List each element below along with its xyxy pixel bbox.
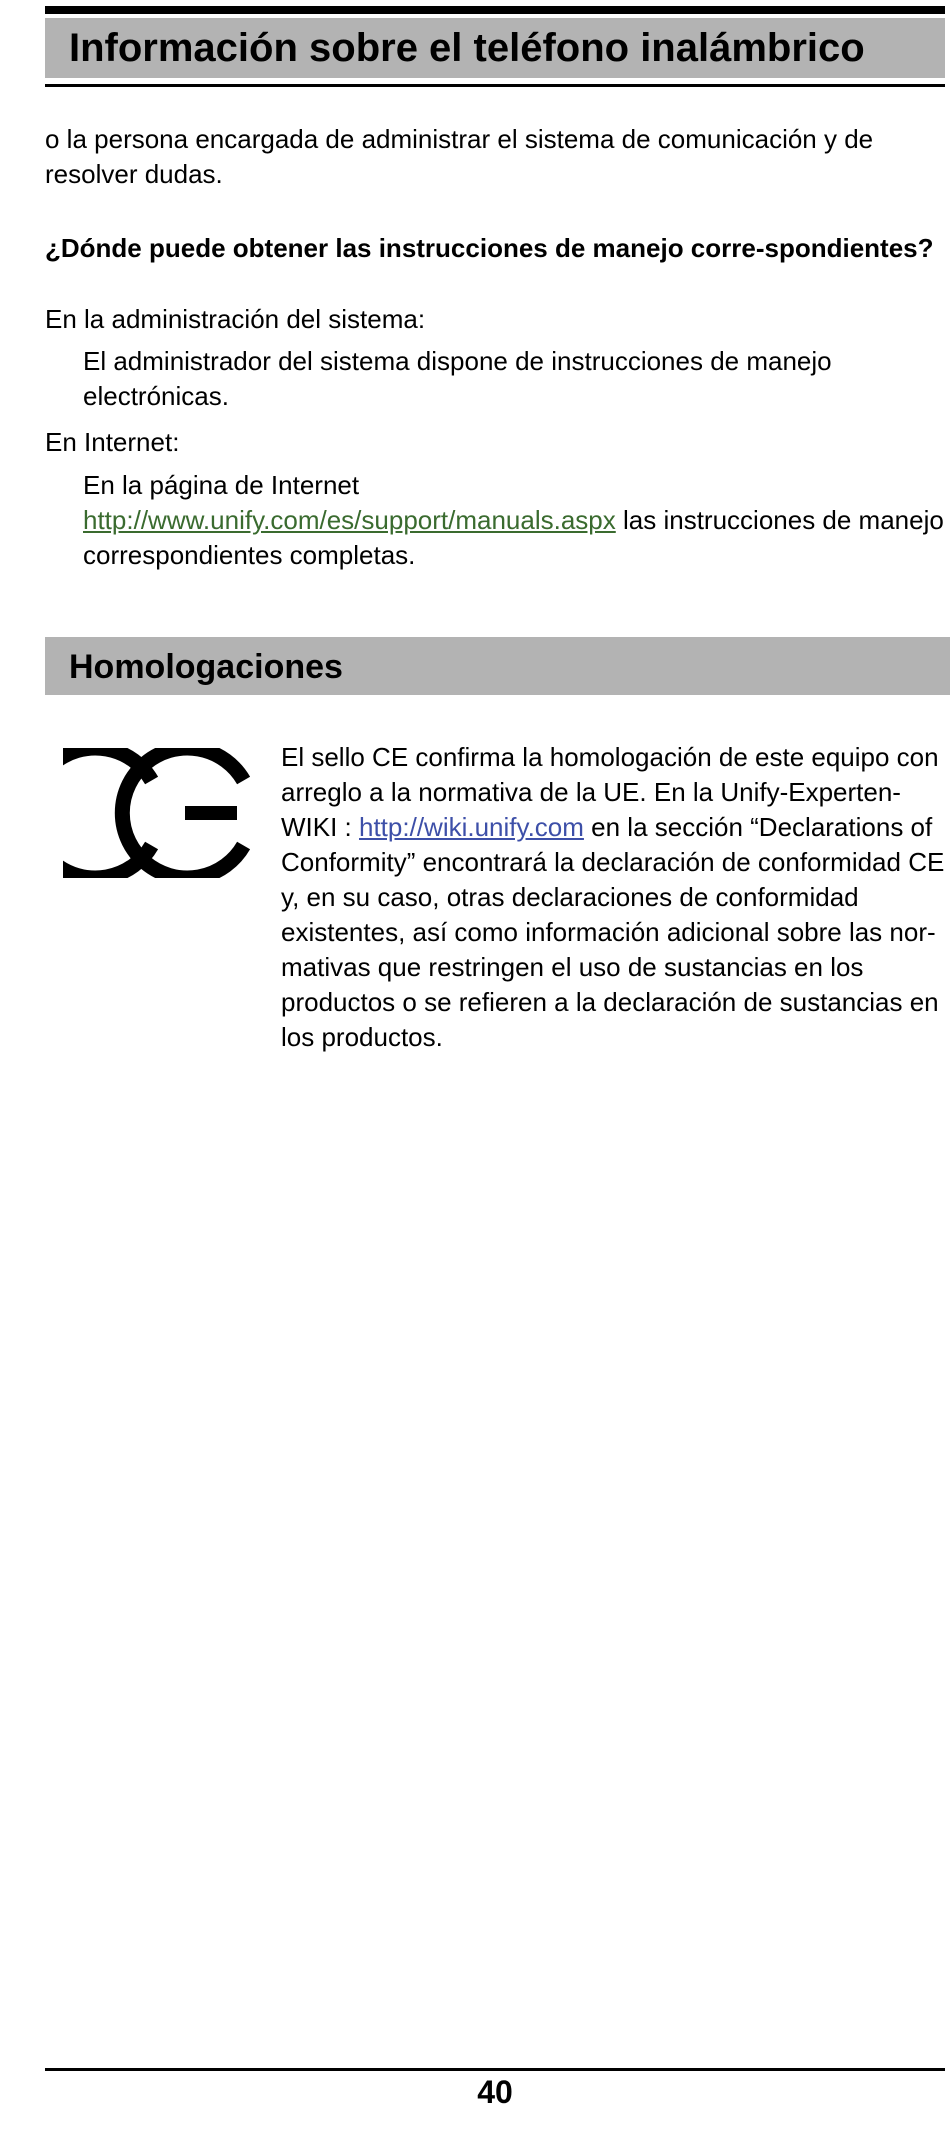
page-number: 40 [477,2074,513,2110]
ce-mark-icon [63,748,253,878]
ce-mark-e-bar [185,806,237,820]
internet-label: En Internet: [45,427,180,457]
internet-paragraph [83,468,945,573]
title-bar [45,18,945,78]
internet-text-before: En la página de Internet [83,470,360,500]
internet-text-after: las instrucciones de manejo correspondientes completas. [83,505,944,570]
manuals-question: ¿Dónde puede obtener las instrucciones de manejo corre-spondientes? [45,233,934,263]
page-title: Información sobre el teléfono inalámbrico [69,26,865,70]
ce-text-before: El sello CE confirma la homologación de este equipo con arreglo a la normativa de la UE. En la Unify-Experten-WIKI : [281,742,939,842]
section-bar-homologations [45,637,950,695]
manuals-link[interactable]: http://www.unify.com/es/support/manuals.aspx [83,505,616,535]
top-rule [45,6,945,14]
wiki-link[interactable]: http://wiki.unify.com [359,812,584,842]
admin-text: El administrador del sistema dispone de instrucciones de manejo electrónicas. [83,346,832,411]
document-page [45,0,950,2135]
ce-paragraph [281,740,949,1055]
title-underline [45,84,945,87]
admin-label: En la administración del sistema: [45,304,426,334]
intro-paragraph: o la persona encargada de administrar el sistema de comunicación y de resolver dudas. [45,124,874,189]
section-heading: Homologaciones [69,648,343,686]
ce-text-after: en la sección “Declarations of Conformity” encontrará la declaración de conformidad CE y, en su caso, otras declaraciones de conformidad existentes, así como información adicional sobre las nor-mativas que restringen el uso de sustancias en los productos o se refieren a la declaración de sustancias en los productos. [281,812,945,1052]
